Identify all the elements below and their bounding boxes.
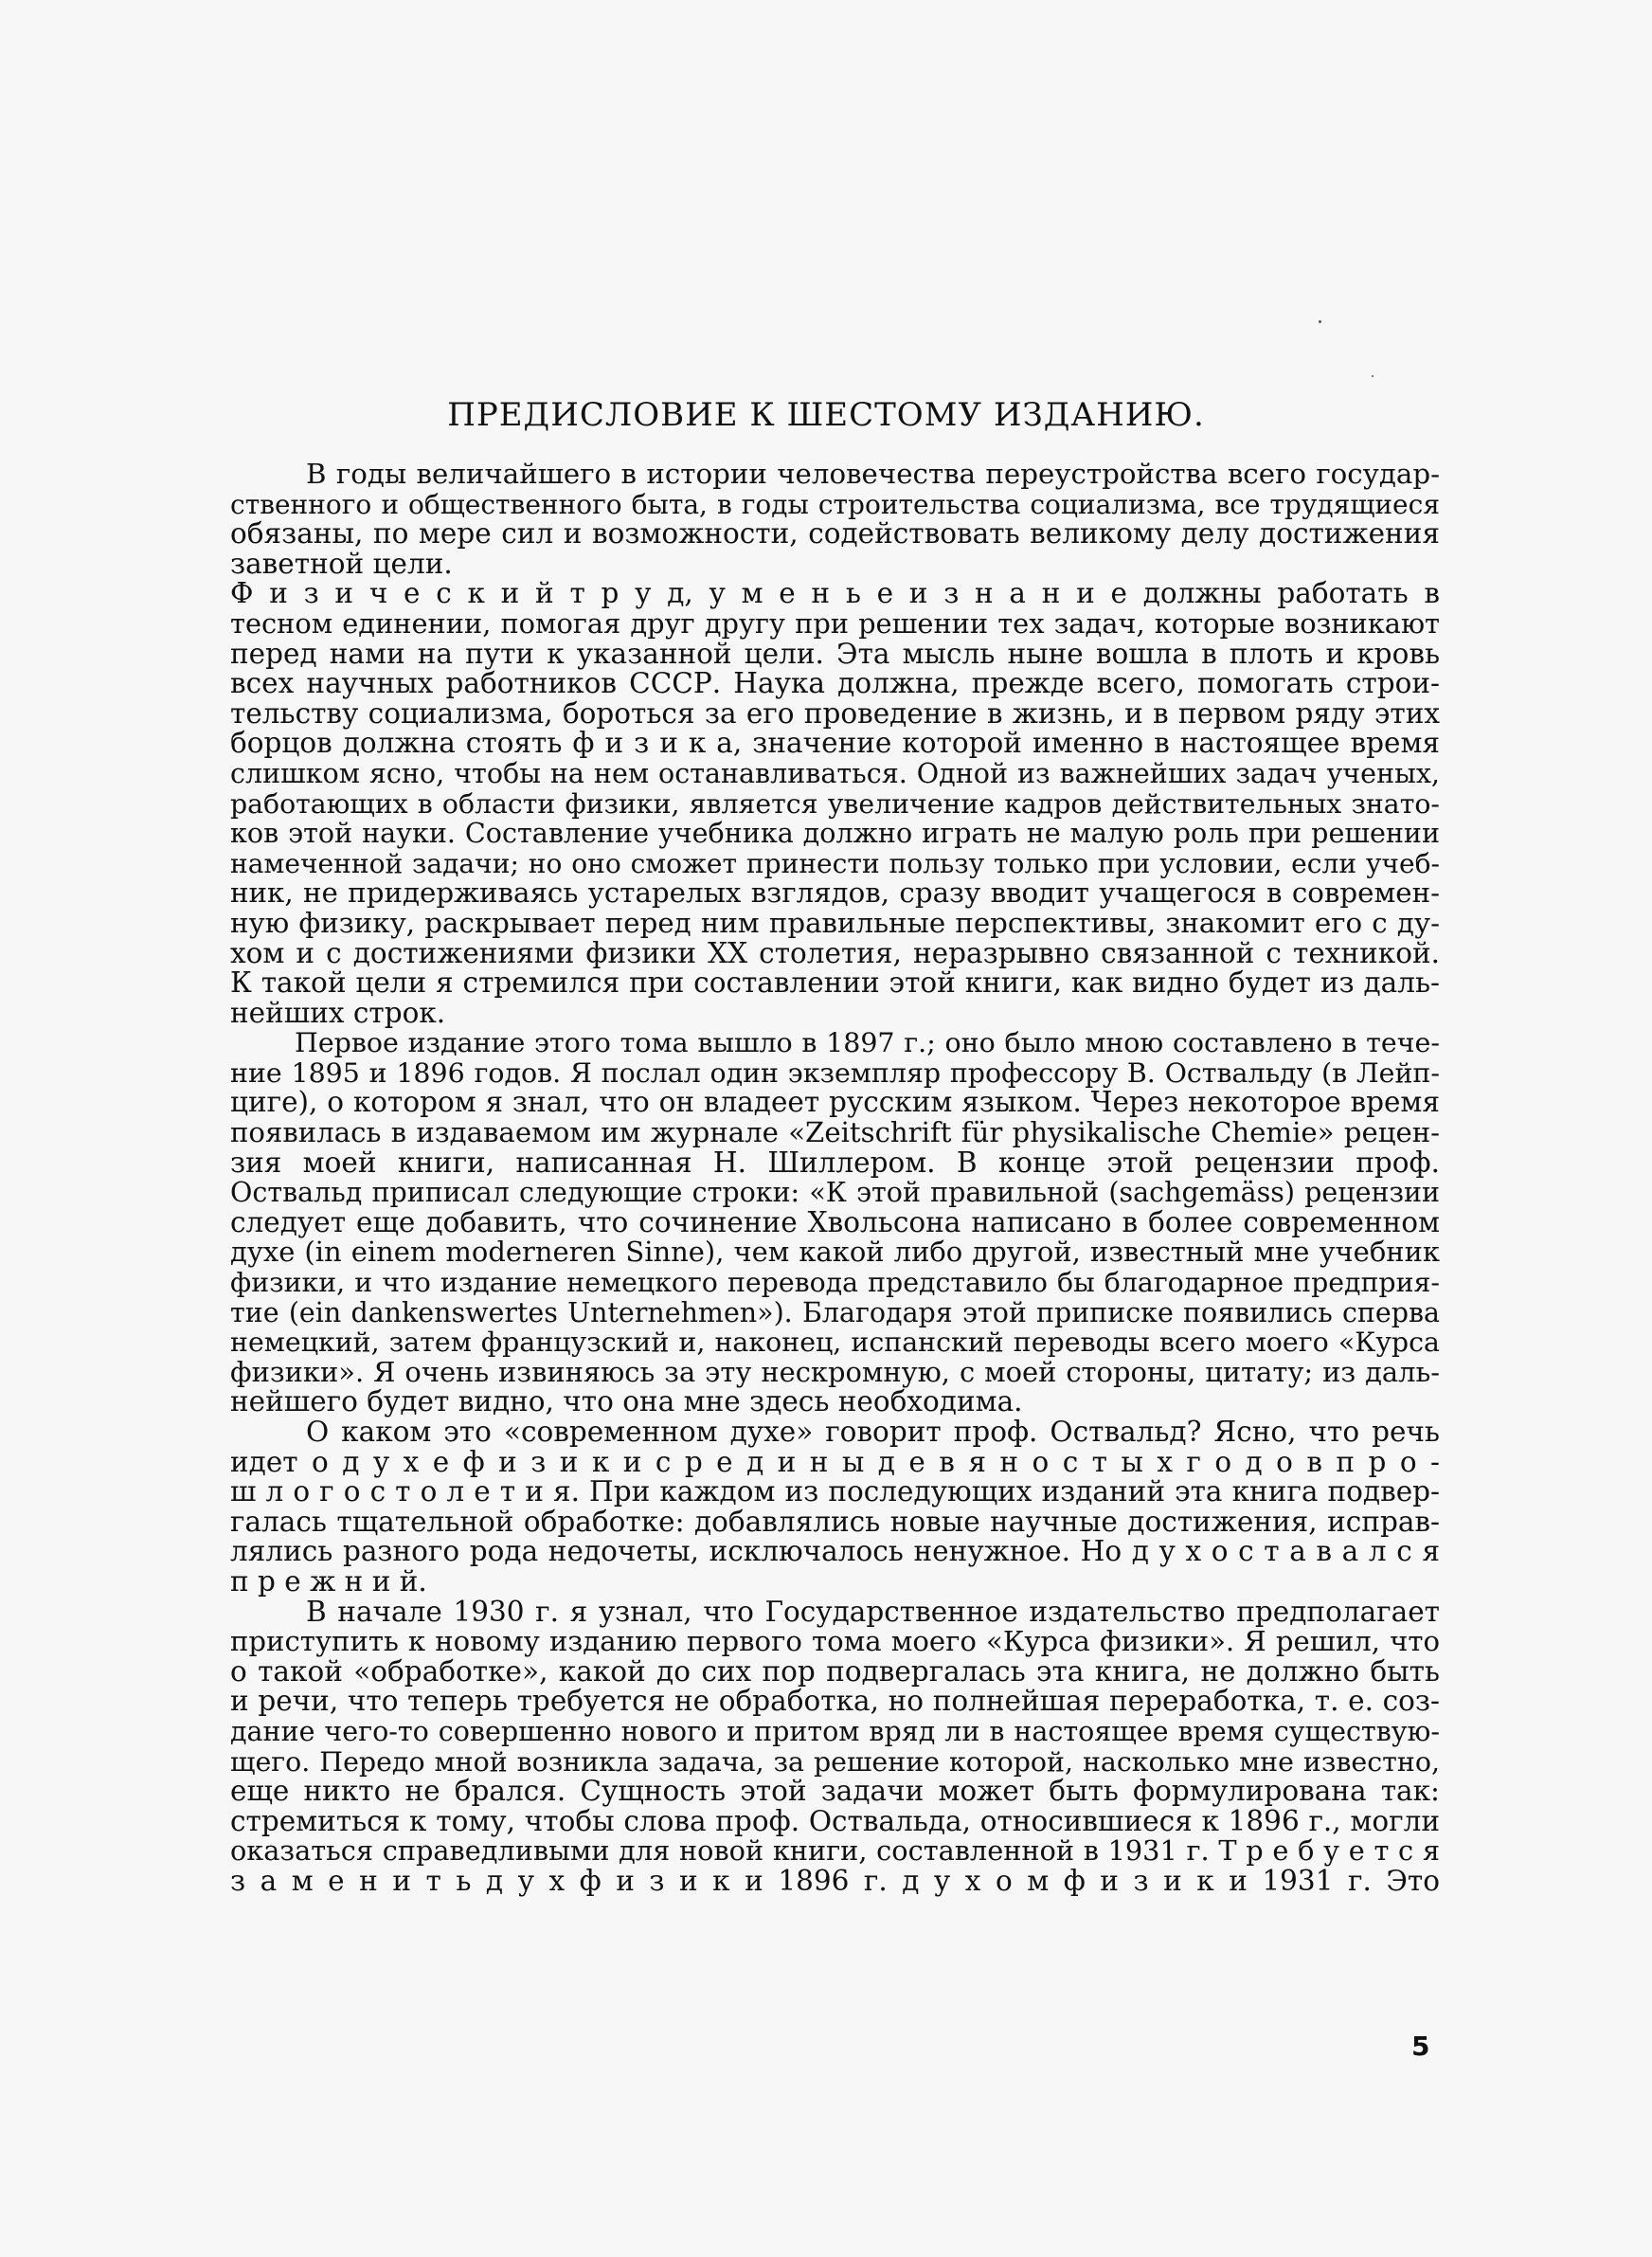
text-line: щего. Передо мной возникла задача, за решение которой, насколько мне известно, — [230, 1745, 1440, 1778]
text-line: тельству социализма, бороться за его проведение в жизнь, и в первом ряду этих — [230, 696, 1440, 730]
text-line: приступить к новому изданию первого тома моего «Курса физики». Я решил, что — [230, 1625, 1440, 1658]
text-line: Оствальд приписал следующие строки: «К этой правильной (sachgemäss) рецензии — [230, 1177, 1440, 1209]
text-line: В годы величайшего в истории человечества переустройства всего государ- — [306, 458, 1440, 490]
text-line: работающих в области физики, является увеличение кадров действительных знато- — [230, 787, 1440, 820]
text-line: стремиться к тому, чтобы слова проф. Оствальда, относившиеся к 1896 г., могли — [230, 1804, 1440, 1837]
text-line: обязаны, по мере сил и возможности, содействовать великому делу достижения — [230, 517, 1440, 551]
text-line: хом и с достижениями физики XX столетия, неразрывно связанной с техникой. — [230, 936, 1440, 969]
text-line: циге), о котором я знал, что он владеет русским языком. Через некоторое время — [230, 1086, 1440, 1119]
text-line: ш л о г о с т о л е т и я. При каждом из последующих изданий эта книга подвер- — [230, 1475, 1440, 1508]
text-line: намеченной задачи; но оно сможет принести пользу только при условии, если учеб- — [230, 847, 1440, 879]
text-line: идет о д у х е ф и з и к и с р е д и н ы д е в я н о с т ы х г о д о в п р о - — [230, 1445, 1440, 1478]
text-line: нейших строк. — [230, 996, 446, 1029]
page-number: 5 — [1411, 2031, 1430, 2062]
text-line: ков этой науки. Составление учебника должно играть не малую роль при решении — [230, 817, 1440, 850]
text-line: нейшего будет видно, что она мне здесь необходима. — [230, 1385, 1023, 1418]
text-line: немецкий, затем французский и, наконец, испанский переводы всего моего «Курса — [230, 1327, 1440, 1359]
text-line: тесном единении, помогая друг другу при решении тех задач, которые возникают — [230, 606, 1440, 640]
chapter-title: ПРЕДИСЛОВИЕ К ШЕСТОМУ ИЗДАНИЮ. — [447, 396, 1205, 434]
text-line: ственного и общественного быта, в годы строительства социализма, все трудящиеся — [230, 488, 1440, 520]
text-line: В начале 1930 г. я узнал, что Государственное издательство предполагает — [306, 1595, 1440, 1628]
scan-speck — [1319, 320, 1321, 323]
text-line: следует еще добавить, что сочинение Хвольсона написано в более современном — [230, 1205, 1440, 1238]
text-line: К такой цели я стремился при составлении этой книги, как видно будет из даль- — [230, 966, 1440, 1000]
text-line: п р е ж н и й. — [230, 1564, 427, 1598]
text-line: появилась в издаваемом им журнале «Zeitschrift für physikalische Chemie» рецен- — [230, 1116, 1440, 1149]
text-line: духе (in einem moderneren Sinne), чем какой либо другой, известный мне учебник — [230, 1236, 1440, 1269]
text-line: зия моей книги, написанная Н. Шиллером. В конце этой рецензии проф. — [230, 1146, 1440, 1179]
text-line: физики, и что издание немецкого перевода представило бы благодарное предприя- — [230, 1267, 1440, 1299]
text-line: галась тщательной обработке: добавлялись новые научные достижения, исправ- — [230, 1505, 1440, 1538]
text-line: О каком это «современном духе» говорит проф. Оствальд? Ясно, что речь — [306, 1416, 1440, 1448]
text-line: заветной цели. — [230, 547, 453, 580]
text-line: Первое издание этого тома вышло в 1897 г.; оно было мною составлено в тече- — [295, 1027, 1440, 1059]
text-line: физики». Я очень извиняюсь за эту нескромную, с моей стороны, цитату; из даль- — [230, 1355, 1440, 1388]
text-line: оказаться справедливыми для новой книги, составленной в 1931 г. Т р е б у е т с я — [230, 1834, 1440, 1868]
text-line: лялись разного рода недочеты, исключалось ненужное. Но д у х о с т а в а л с я — [230, 1535, 1440, 1568]
text-line: слишком ясно, чтобы на нем останавливаться. Одной из важнейших задач ученых, — [230, 756, 1440, 789]
text-line: и речи, что теперь требуется не обработка, но полнейшая переработка, т. е. соз- — [230, 1685, 1440, 1718]
text-line: тие (ein dankenswertes Unternehmen»). Благодаря этой приписке появились сперва — [230, 1296, 1440, 1328]
text-line: Ф и з и ч е с к и й т р у д, у м е н ь е и з н а н и е должны работать в — [230, 577, 1440, 610]
body-text — [230, 460, 1440, 1897]
text-line: з а м е н и т ь д у х ф и з и к и 1896 г. д у х о м ф и з и к и 1931 г. Это — [230, 1864, 1440, 1897]
text-line: о такой «обработке», какой до сих пор подвергалась эта книга, не должно быть — [230, 1654, 1440, 1688]
text-line: перед нами на пути к указанной цели. Эта мысль ныне вошла в плоть и кровь — [230, 637, 1440, 670]
text-line: борцов должна стоять ф и з и к а, значение которой именно в настоящее время — [230, 727, 1440, 760]
text-line: ние 1895 и 1896 годов. Я послал один экземпляр профессору В. Оствальду (в Лейп- — [230, 1056, 1440, 1089]
text-line: еще никто не брался. Сущность этой задачи может быть формулирована так: — [230, 1775, 1440, 1808]
text-line: ник, не придерживаясь устарелых взглядов, сразу вводит учащегося в современ- — [230, 876, 1440, 910]
text-line: всех научных работников СССР. Наука должна, прежде всего, помогать строи- — [230, 667, 1440, 700]
text-line: ную физику, раскрывает перед ним правильные перспективы, знакомит его с ду- — [230, 906, 1440, 939]
scan-speck — [1372, 375, 1374, 377]
text-line: дание чего-то совершенно нового и притом вряд ли в настоящее время существую- — [230, 1715, 1440, 1747]
